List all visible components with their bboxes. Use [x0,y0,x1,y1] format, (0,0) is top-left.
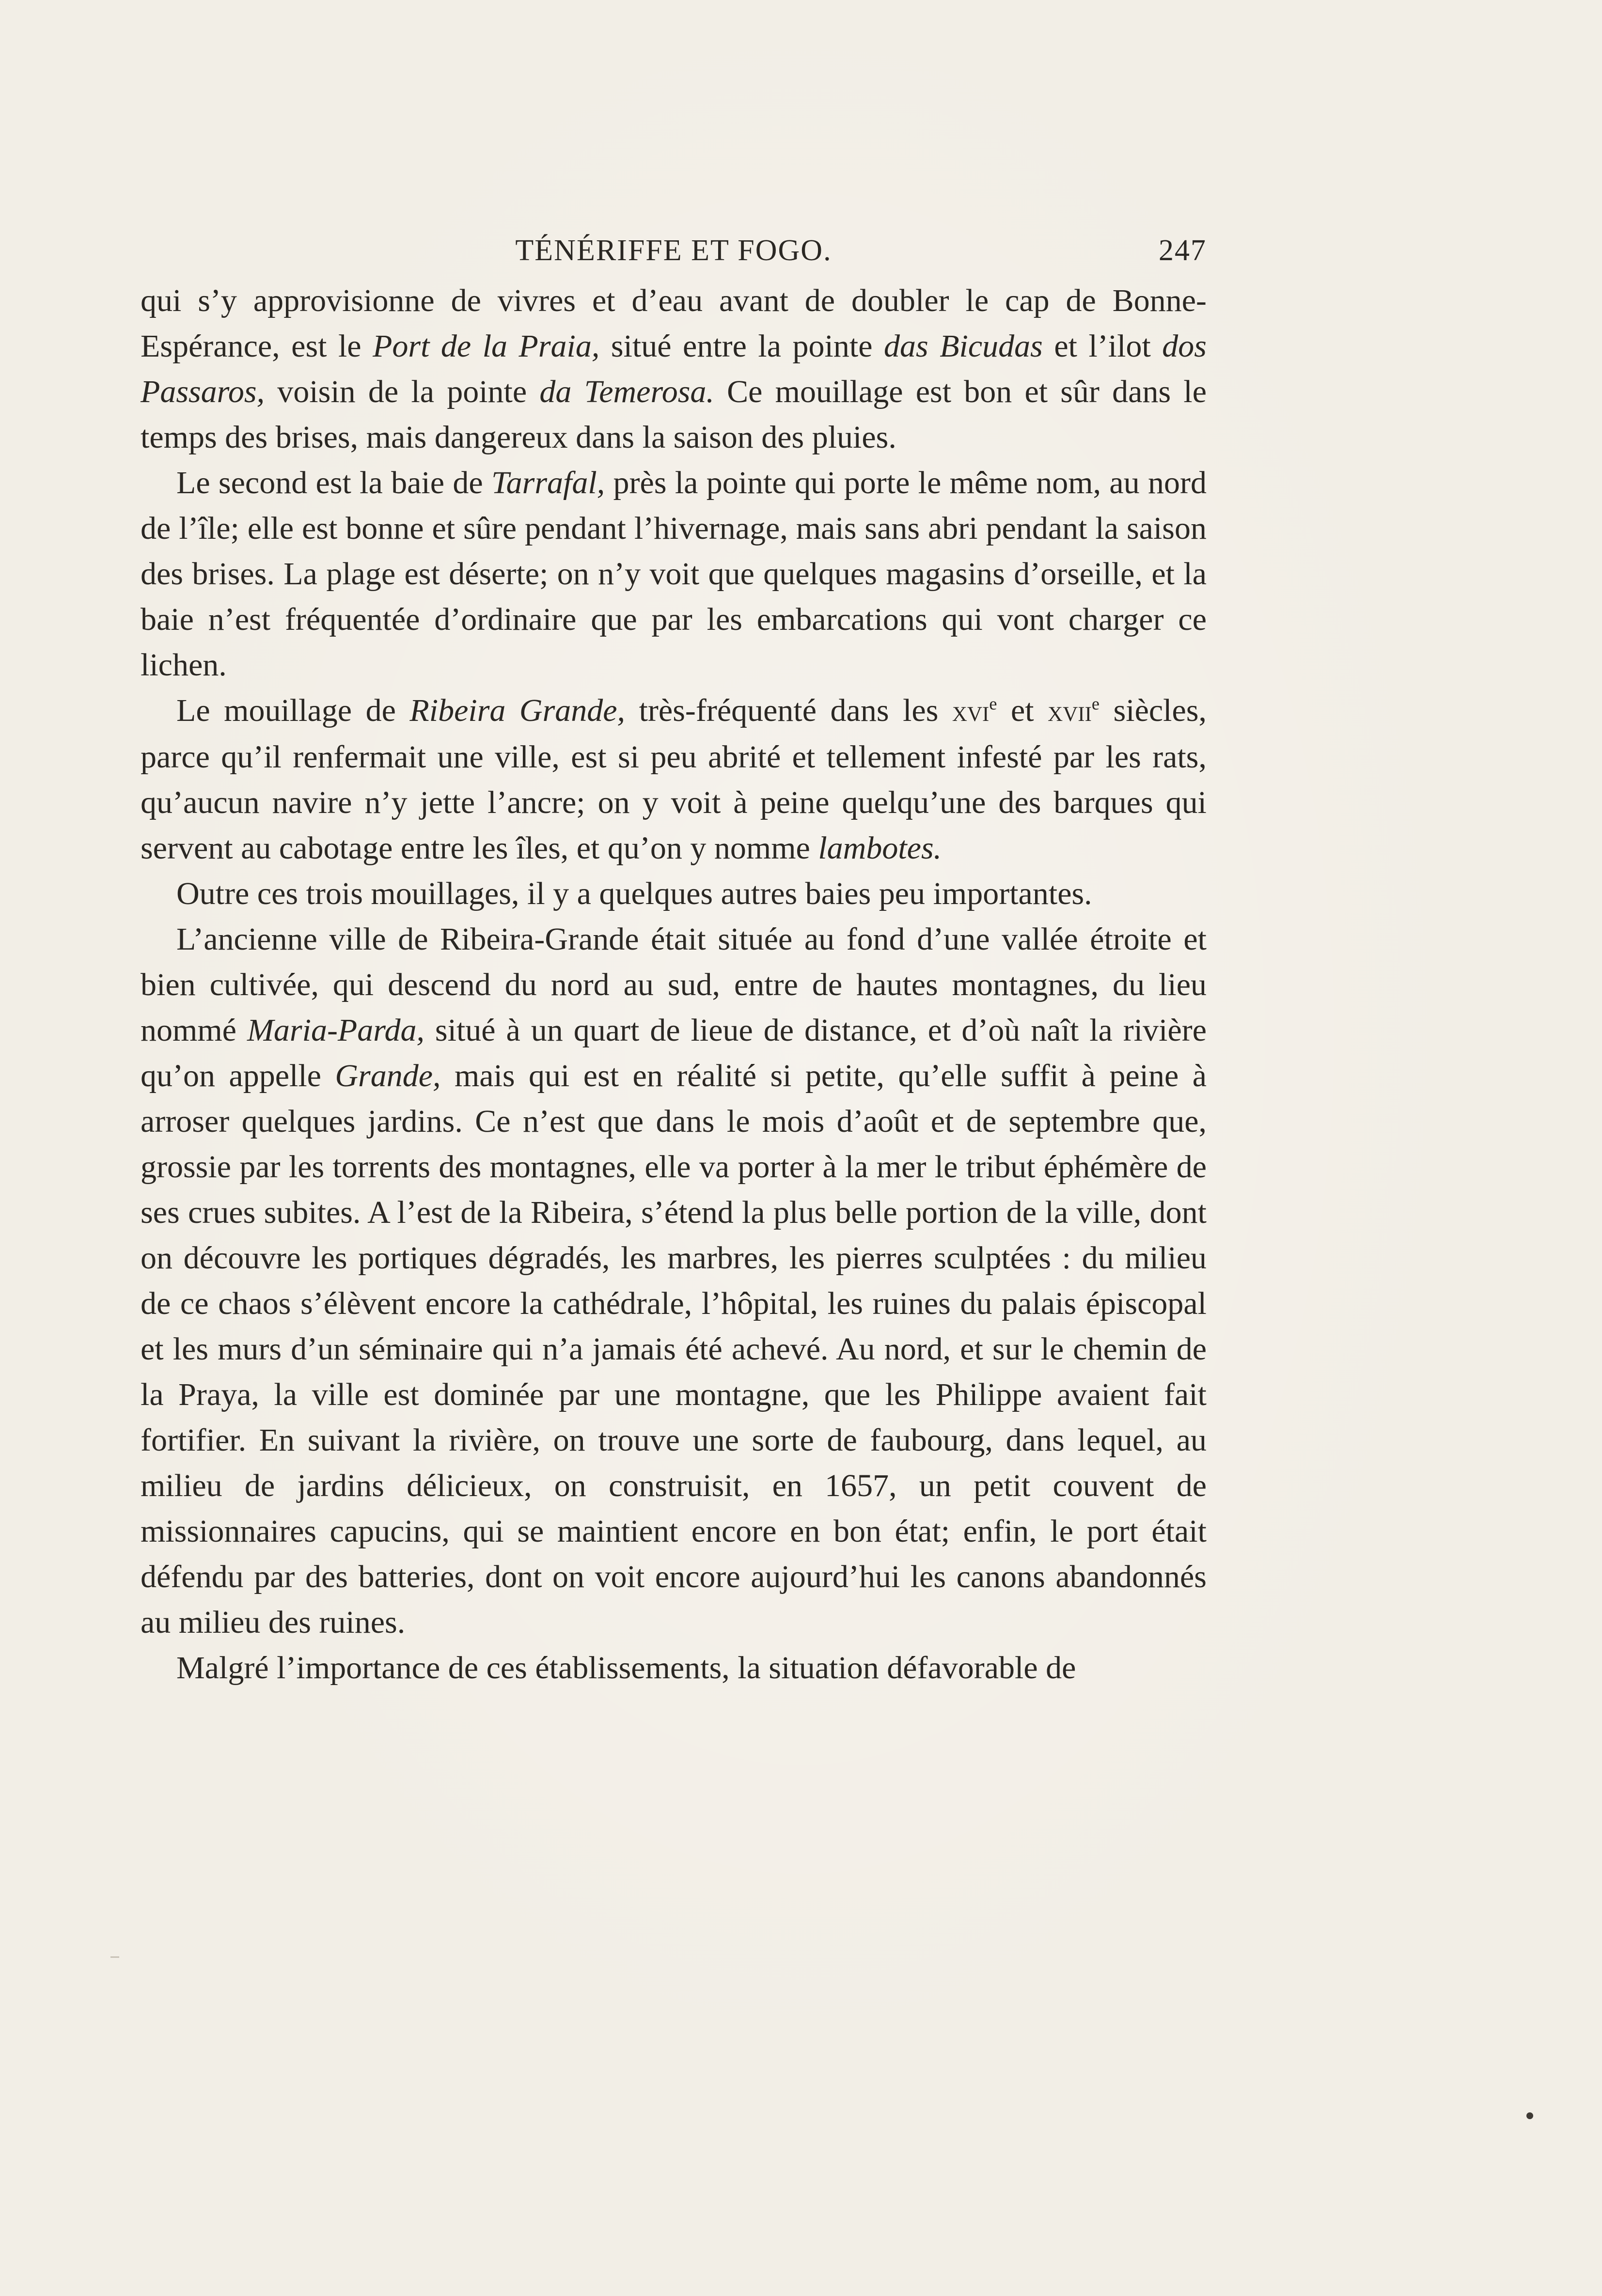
paragraph-5 [141,917,1207,1645]
text-span: L’ancienne ville de Ribeira-Grande était située au fond d’une vallée étroite et bien cultivée, qui descend du nord au sud, entre de hautes montagnes, du lieu nommé [141,922,1207,1048]
place-name-italic: Ribeira Grande, [409,693,626,728]
text-span: siècles, parce qu’il renfermait une ville, est si peu abrité et tellement infesté par les rats, qu’aucun navire n’y jette l’ancre; on y voit à peine quelqu’une des barques qui servent au cabotage entre les îles, et qu’on y nomme [141,693,1207,866]
text-span: Outre ces trois mouillages, il y a quelques autres baies peu importantes. [176,876,1092,911]
place-name-italic: das Bicudas [884,328,1043,364]
text-span: Malgré l’importance de ces établissements, la situation défavorable de [176,1650,1076,1686]
running-header [141,228,1207,273]
paragraph-4 [141,871,1207,917]
text-span: et l’ilot [1042,328,1162,364]
paragraph-2 [141,460,1207,688]
margin-mark [110,1956,119,1958]
paragraph-3 [141,688,1207,871]
place-name-italic: Grande, [335,1058,441,1093]
text-span: près la pointe qui porte le même nom, au nord de l’île; elle est bonne et sûre pendant l’hivernage, mais sans abri pendant la saison des brises. La plage est déserte; on n’y voit que quelques magasins d’orseille, et la baie n’est fréquentée d’ordinaire que par les embarcations qui vont charger ce lichen. [141,465,1207,683]
page-number: 247 [1159,234,1207,267]
place-name-italic: Tarrafal, [491,465,605,500]
text-span: Le second est la baie de [176,465,492,500]
superscript-e: e [1091,694,1100,714]
page-speck [1526,2112,1533,2119]
place-name-italic: dos Passaros, [141,328,1207,409]
century-roman-numeral: xvi [952,695,989,728]
term-italic: lambotes. [818,830,942,866]
text-span: voisin de la pointe [265,374,540,409]
text-span: Le mouillage de [176,693,410,728]
paragraph-6 [141,1645,1207,1691]
place-name-italic: Maria-Parda, [247,1013,424,1048]
text-span: très-fréquenté dans les [625,693,952,728]
text-span: mais qui est en réalité si petite, qu’elle suffit à peine à arroser quelques jardins. Ce n’est que dans le mois d’août et de septembre que, grossie par les torrents des montagnes, elle va porter à la mer le tribut éphémère de ses crues subites. A l’est de la Ribeira, s’étend la plus belle portion de la ville, dont on découvre les portiques dégradés, les marbres, les pierres sculptées : du milieu de ce chaos s’élèvent encore la cathédrale, l’hôpital, les ruines du palais épiscopal et les murs d’un séminaire qui n’a jamais été achevé. Au nord, et sur le chemin de la Praya, la ville est dominée par une montagne, que les Philippe avaient fait fortifier. En suivant la rivière, on trouve une sorte de faubourg, dans lequel, au milieu de jardins délicieux, on construisit, en 1657, un petit couvent de missionnaires capucins, qui se maintient encore en bon état; enfin, le port était défendu par des batteries, dont on voit encore aujourd’hui les canons abandonnés au milieu des ruines. [141,1058,1207,1640]
text-span: situé à un quart de lieue de distance, et d’où naît la rivière qu’on appelle [141,1013,1207,1093]
page-content [141,228,1207,1691]
text-span: et [997,693,1048,728]
text-span: qui s’y approvisionne de vivres et d’eau avant de doubler le cap de Bonne-Espérance, est le [141,283,1207,364]
paragraph-1 [141,278,1207,460]
running-header-title: TÉNÉRIFFE ET FOGO. [515,234,832,267]
text-span: Ce mouillage est bon et sûr dans le temps des brises, mais dangereux dans la saison des pluies. [141,374,1207,455]
place-name-italic: da Temerosa. [539,374,714,409]
superscript-e: e [989,694,997,714]
century-roman-numeral: xvii [1048,695,1092,728]
text-span: situé entre la pointe [599,328,884,364]
place-name-italic: Port de la Praia, [373,328,600,364]
